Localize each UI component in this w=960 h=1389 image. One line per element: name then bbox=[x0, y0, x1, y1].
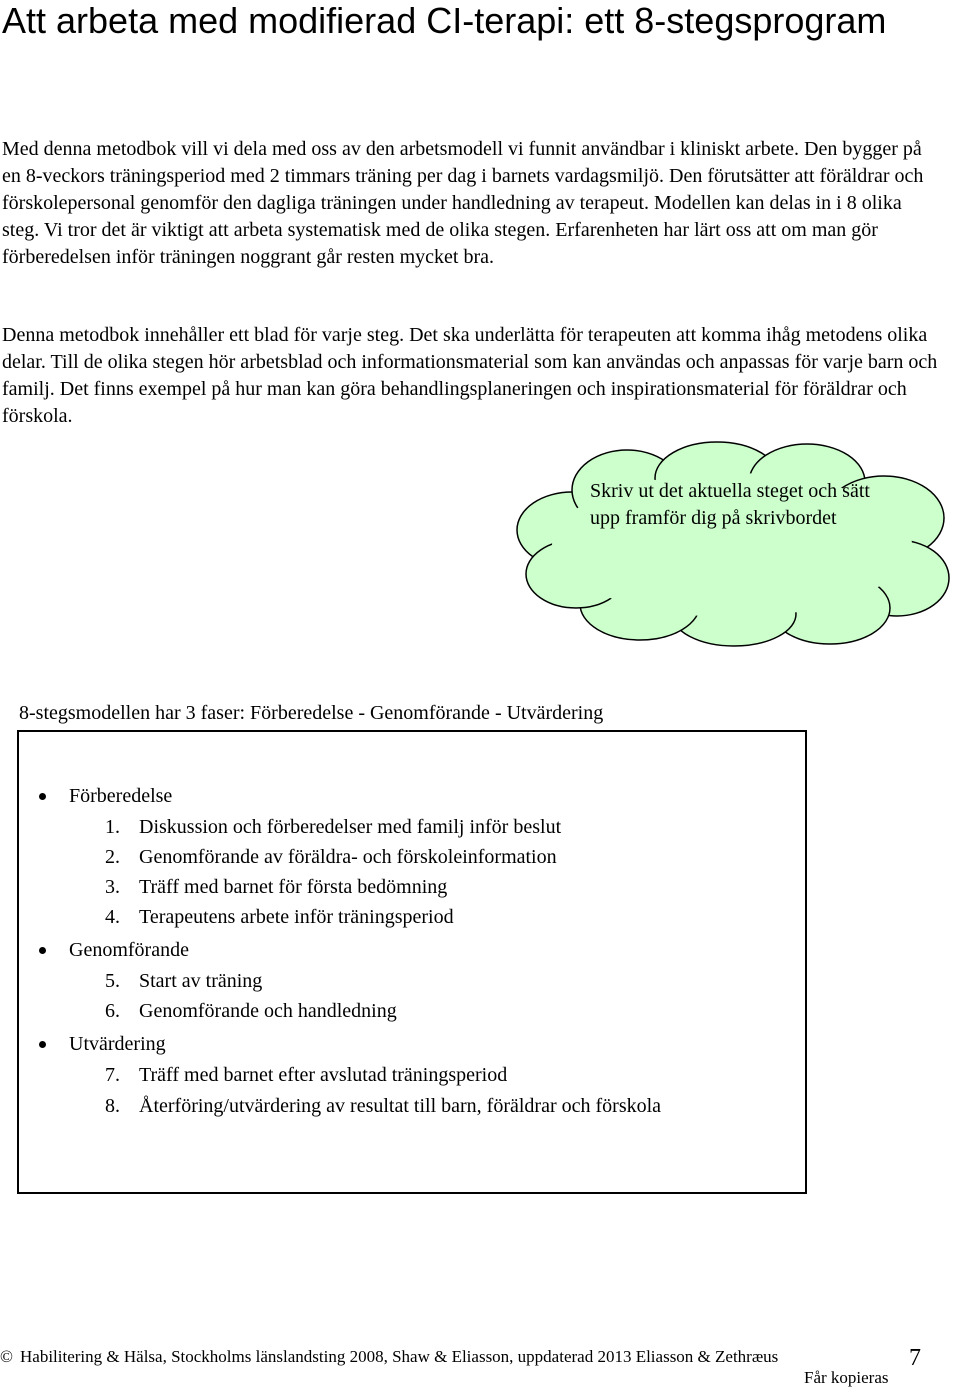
contents-paragraph: Denna metodbok innehåller ett blad för varje steg. Det ska underlätta för terapeuten att komma ihåg metodens olika delar. Till de olika stegen hör arbetsblad och informationsmaterial som kan användas och anpassas för varje barn och familj. Det finns exempel på hur man kan göra behandlingsplaneringen och inspirationsmaterial för föräldrar och förskola. bbox=[2, 324, 938, 427]
step-number: 3. bbox=[105, 876, 120, 898]
step-text: Start av träning bbox=[139, 970, 263, 992]
step-text: Genomförande och handledning bbox=[139, 1000, 397, 1022]
step-item bbox=[105, 814, 561, 841]
phase-label: Förberedelse bbox=[69, 785, 173, 807]
step-text: Återföring/utvärdering av resultat till barn, föräldrar och förskola bbox=[139, 1095, 662, 1117]
callout-cloud bbox=[512, 440, 960, 650]
step-item bbox=[105, 904, 454, 931]
page-number: 7 bbox=[909, 1345, 921, 1371]
step-number: 1. bbox=[105, 816, 120, 838]
phase-label: Utvärdering bbox=[69, 1033, 166, 1055]
step-number: 5. bbox=[105, 970, 120, 992]
step-text: Träff med barnet efter avslutad träningsperiod bbox=[139, 1064, 508, 1086]
phase-label: Genomförande bbox=[69, 939, 189, 961]
footer-text: Habilitering & Hälsa, Stockholms länslandsting 2008, Shaw & Eliasson, uppdaterad 2013 Eliasson & Zethræus bbox=[20, 1347, 779, 1366]
step-number: 8. bbox=[105, 1095, 120, 1117]
step-text: Terapeutens arbete inför träningsperiod bbox=[139, 906, 454, 928]
footer-credits bbox=[0, 1346, 778, 1368]
step-text: Genomförande av föräldra- och förskoleinformation bbox=[139, 846, 557, 868]
bullet-icon bbox=[39, 793, 46, 800]
bullet-icon bbox=[39, 1041, 46, 1048]
page-title: Att arbeta med modifierad CI-terapi: ett 8-stegsprogram bbox=[2, 0, 887, 41]
step-text: Diskussion och förberedelser med familj inför beslut bbox=[139, 816, 562, 838]
intro-paragraph: Med denna metodbok vill vi dela med oss av den arbetsmodell vi funnit användbar i kliniskt arbete. Den bygger på en 8-veckors träningsperiod med 2 timmars träning per dag i barnets vardagsmiljö. Den förutsätter att föräldrar och förskolepersonal genomför den dagliga träningen under handledning av terapeut. Modellen kan delas in i 8 olika steg. Vi tror det är viktigt att arbeta systematisk med de olika stegen. Erfarenheten har lärt oss att om man gör förberedelsen inför träningen noggrant går resten mycket bra. bbox=[2, 138, 924, 268]
footer-copy-note: Får kopieras bbox=[804, 1368, 889, 1387]
step-number: 2. bbox=[105, 846, 120, 868]
step-item bbox=[105, 968, 262, 995]
cloud-shape-icon bbox=[512, 440, 960, 650]
step-number: 7. bbox=[105, 1064, 120, 1086]
step-item bbox=[105, 1062, 507, 1089]
step-number: 6. bbox=[105, 1000, 120, 1022]
copyright-icon: © bbox=[0, 1347, 13, 1366]
step-number: 4. bbox=[105, 906, 120, 928]
phases-box bbox=[17, 730, 807, 1194]
step-text: Träff med barnet för första bedömning bbox=[139, 876, 448, 898]
bullet-icon bbox=[39, 947, 46, 954]
callout-text: Skriv ut det aktuella steget och sätt upp framför dig på skrivbordet bbox=[590, 480, 870, 529]
step-item bbox=[105, 874, 447, 901]
step-item bbox=[105, 1093, 661, 1120]
step-item bbox=[105, 998, 397, 1025]
step-item bbox=[105, 844, 557, 871]
phases-heading: 8-stegsmodellen har 3 faser: Förberedelse - Genomförande - Utvärdering bbox=[19, 702, 604, 724]
